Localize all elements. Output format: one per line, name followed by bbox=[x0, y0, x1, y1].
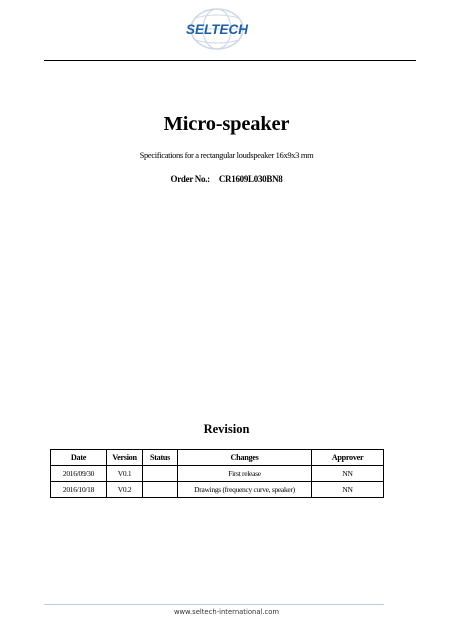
table-row bbox=[51, 482, 384, 498]
order-label: Order No.: bbox=[170, 174, 210, 184]
order-number: CR1609L030BN8 bbox=[218, 174, 283, 184]
seltech-logo bbox=[177, 6, 257, 52]
document-subtitle: Specifications for a rectangular loudspeaker 16x9x3 mm bbox=[139, 150, 314, 160]
column-header-approver: Approver bbox=[312, 450, 384, 466]
cell-approver: NN bbox=[312, 482, 384, 498]
cell-status bbox=[143, 466, 178, 482]
table-header-row bbox=[51, 450, 384, 466]
cell-status bbox=[143, 482, 178, 498]
document-title: Micro-speaker bbox=[163, 113, 290, 135]
footer-divider bbox=[44, 604, 384, 605]
cell-changes: First release bbox=[178, 466, 312, 482]
revision-title: Revision bbox=[203, 422, 250, 436]
cell-approver: NN bbox=[312, 466, 384, 482]
logo-text: SELTECH bbox=[185, 22, 249, 37]
cell-changes: Drawings (frequency curve, speaker) bbox=[178, 482, 312, 498]
column-header-changes: Changes bbox=[178, 450, 312, 466]
cell-date: 2016/10/18 bbox=[51, 482, 107, 498]
column-header-version: Version bbox=[107, 450, 143, 466]
cell-date: 2016/09/30 bbox=[51, 466, 107, 482]
column-header-status: Status bbox=[143, 450, 178, 466]
footer-url[interactable]: www.seltech-international.com bbox=[173, 608, 280, 616]
table-row bbox=[51, 466, 384, 482]
header-divider bbox=[44, 60, 416, 61]
cell-version: V0.2 bbox=[107, 482, 143, 498]
column-header-date: Date bbox=[51, 450, 107, 466]
order-number-line bbox=[0, 174, 453, 184]
revision-table bbox=[50, 449, 384, 498]
cell-version: V0.1 bbox=[107, 466, 143, 482]
